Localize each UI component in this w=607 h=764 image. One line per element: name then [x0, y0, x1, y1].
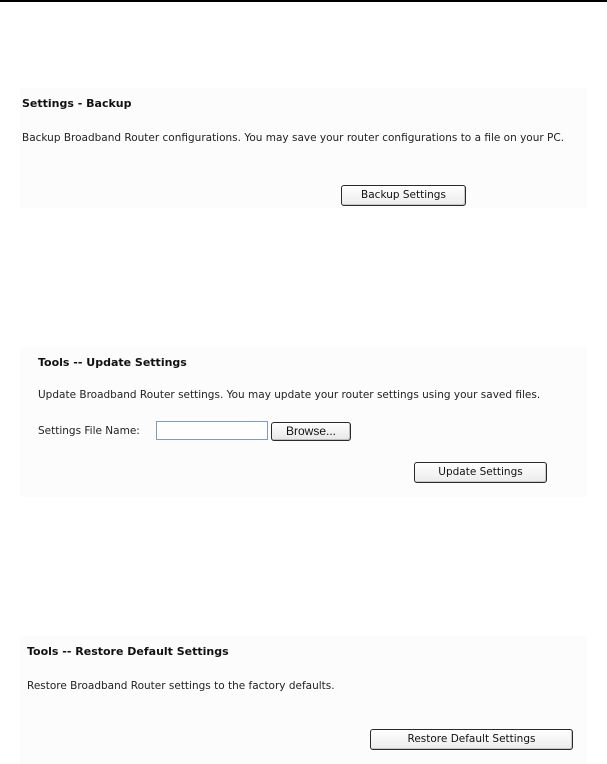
update-section: [20, 347, 587, 497]
top-divider: [0, 0, 607, 2]
restore-section-title: Tools -- Restore Default Settings: [27, 645, 229, 658]
backup-settings-button[interactable]: Backup Settings: [341, 185, 466, 206]
backup-section-title: Settings - Backup: [22, 97, 132, 110]
restore-section-description: Restore Broadband Router settings to the factory defaults.: [27, 680, 335, 692]
backup-section: [20, 88, 587, 208]
backup-section-description: Backup Broadband Router configurations. You may save your router configurations to a file on your PC.: [22, 132, 565, 144]
settings-file-name-label: Settings File Name:: [38, 425, 140, 437]
update-section-title: Tools -- Update Settings: [38, 356, 187, 369]
settings-file-name-input[interactable]: [156, 421, 268, 440]
browse-button[interactable]: Browse...: [271, 422, 351, 441]
restore-default-settings-button[interactable]: Restore Default Settings: [370, 729, 573, 750]
update-section-description: Update Broadband Router settings. You may update your router settings using your saved files.: [38, 389, 541, 401]
update-settings-button[interactable]: Update Settings: [414, 462, 547, 483]
restore-section: [20, 636, 587, 764]
